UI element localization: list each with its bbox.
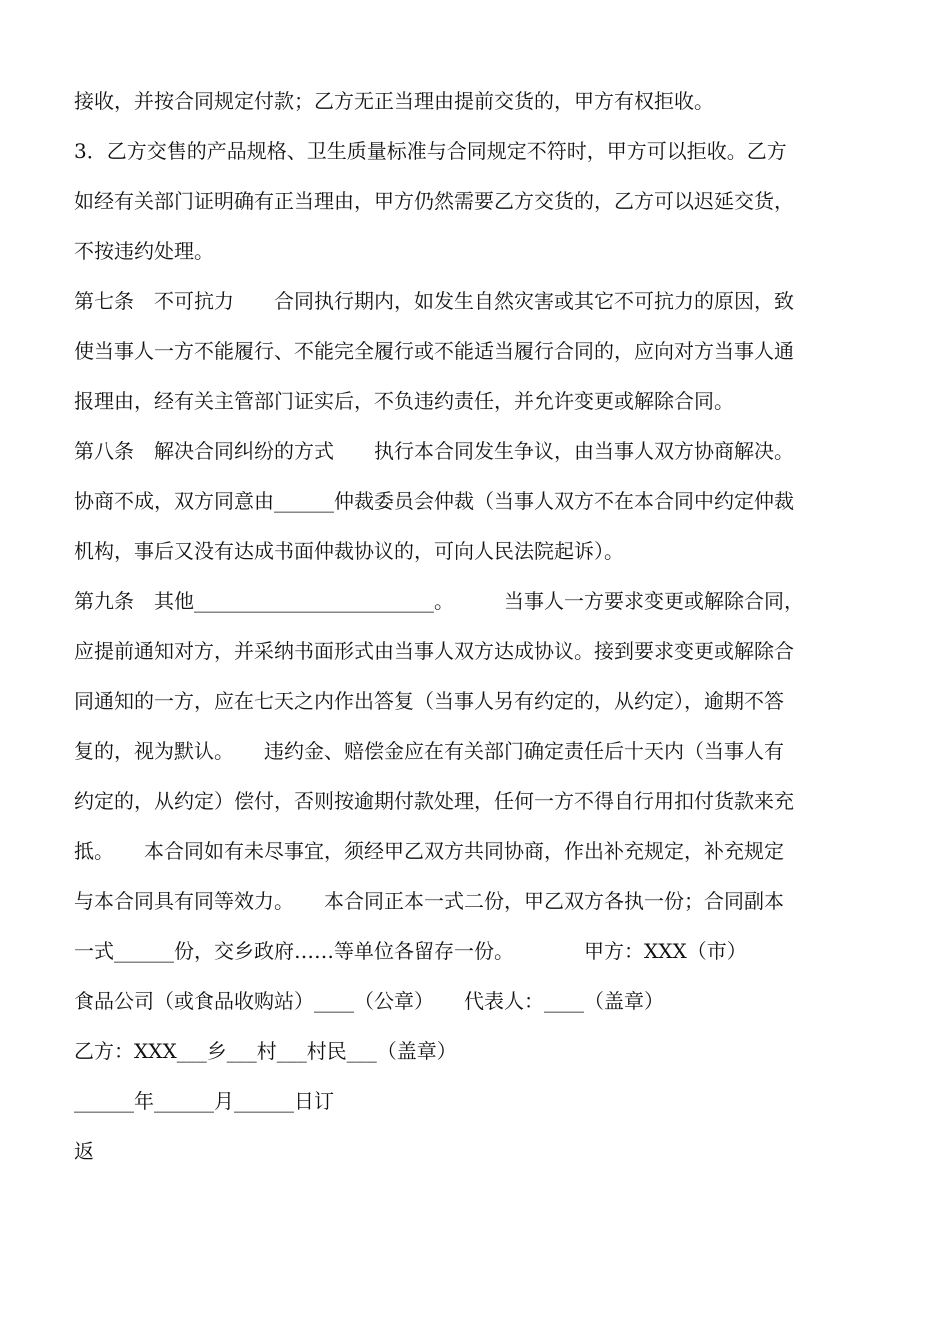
text-line: 约定的，从约定）偿付，否则按逾期付款处理，任何一方不得自行用扣付货款来充 xyxy=(74,789,794,813)
text-line: 使当事人一方不能履行、不能完全履行或不能适当履行合同的，应向对方当事人通 xyxy=(74,339,794,363)
text-line: 与本合同具有同等效力。 本合同正本一式二份，甲乙双方各执一份；合同副本 xyxy=(74,889,784,913)
text-line: 应提前通知对方，并采纳书面形式由当事人双方达成协议。接到要求变更或解除合 xyxy=(74,639,794,663)
text-line: 报理由，经有关主管部门证实后，不负违约责任，并允许变更或解除合同。 xyxy=(74,389,734,413)
text-line: 如经有关部门证明确有正当理由，甲方仍然需要乙方交货的，乙方可以迟延交货， xyxy=(74,189,794,213)
text-line: 一式______份，交乡政府……等单位各留存一份。 甲方：XXX（市） xyxy=(74,939,747,963)
text-line: 第八条 解决合同纠纷的方式 执行本合同发生争议，由当事人双方协商解决。 xyxy=(74,439,794,463)
text-line: 3．乙方交售的产品规格、卫生质量标准与合同规定不符时，甲方可以拒收。乙方 xyxy=(74,139,787,163)
text-line: 协商不成，双方同意由______仲裁委员会仲裁（当事人双方不在本合同中约定仲裁 xyxy=(74,489,794,513)
text-line: 同通知的一方，应在七天之内作出答复（当事人另有约定的，从约定），逾期不答 xyxy=(74,689,784,713)
date-line: ______年______月______日订 xyxy=(74,1089,334,1113)
text-line: 抵。 本合同如有未尽事宜，须经甲乙双方共同协商，作出补充规定，补充规定 xyxy=(74,839,784,863)
text-line: 第九条 其他________________________。 当事人一方要求变更或解除合同， xyxy=(74,589,804,613)
text-line: 不按违约处理。 xyxy=(74,239,214,263)
text-line: 乙方：XXX___乡___村___村民___（盖章） xyxy=(74,1039,457,1063)
text-line: 复的，视为默认。 违约金、赔偿金应在有关部门确定责任后十天内（当事人有 xyxy=(74,739,784,763)
text-line: 第七条 不可抗力 合同执行期内，如发生自然灾害或其它不可抗力的原因，致 xyxy=(74,289,794,313)
text-line: 接收，并按合同规定付款；乙方无正当理由提前交货的，甲方有权拒收。 xyxy=(74,89,714,113)
text-line: 返 xyxy=(74,1139,94,1163)
text-line: 食品公司（或食品收购站）____（公章） 代表人：____（盖章） xyxy=(74,989,664,1013)
text-line: 机构，事后又没有达成书面仲裁协议的，可向人民法院起诉）。 xyxy=(74,539,624,563)
